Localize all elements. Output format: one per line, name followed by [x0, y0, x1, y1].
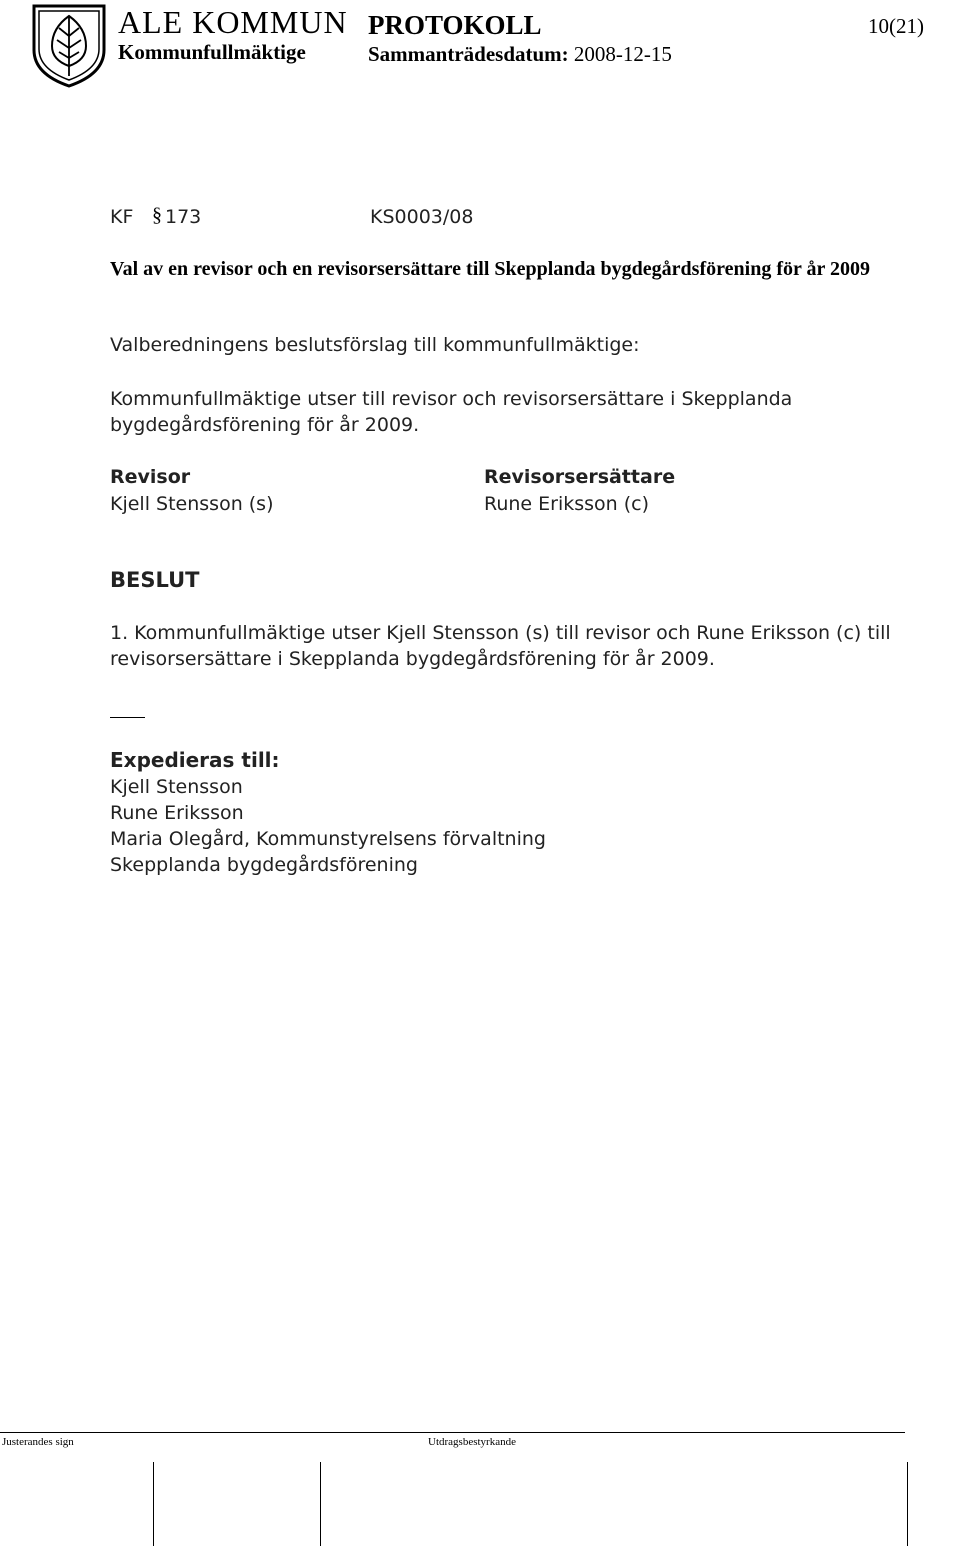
decision-heading: BESLUT: [110, 568, 200, 592]
organization-name: ALE KOMMUN: [118, 4, 348, 40]
signature-divider: [907, 1462, 908, 1546]
proposal-text: Kommunfullmäktige utser till revisor och revisorsersättare i Skepplanda bygdegårdsförening för år 2009.: [110, 388, 793, 436]
document-type: PROTOKOLL: [368, 10, 542, 40]
municipality-logo: [30, 2, 108, 88]
item-title: Val av en revisor och en revisorsersättare till Skepplanda bygdegårdsförening för år 2009: [110, 258, 871, 280]
revisor-value: Kjell Stensson (s): [110, 493, 274, 515]
revisorsersattare-header: Revisorsersättare: [484, 466, 676, 488]
revisorsersattare-value: Rune Eriksson (c): [484, 493, 650, 515]
recipient: Maria Olegård, Kommunstyrelsens förvaltning: [110, 828, 546, 850]
recipient: Kjell Stensson: [110, 776, 243, 798]
recipient: Rune Eriksson: [110, 802, 244, 824]
case-number: KS0003/08: [370, 206, 474, 228]
signature-divider: [153, 1462, 154, 1546]
footer-rule: [0, 1432, 905, 1433]
separator-line: [110, 717, 145, 718]
signature-divider: [320, 1462, 321, 1546]
kf-label: KF: [110, 206, 134, 228]
meeting-date-label: Sammanträdesdatum:: [368, 42, 569, 66]
distribution-label: Expedieras till:: [110, 748, 280, 772]
paragraph-mark: §: [152, 204, 162, 226]
distribution-list: [110, 774, 546, 878]
footer-utdragsbestyrkande: Utdragsbestyrkande: [428, 1436, 516, 1448]
organization-subtitle: Kommunfullmäktige: [118, 40, 306, 64]
revisor-column: [110, 464, 274, 518]
paragraph-number: 173: [165, 206, 202, 228]
meeting-date: [368, 44, 672, 65]
revisorsersattare-column: [484, 464, 675, 518]
footer-justerandes-sign: Justerandes sign: [2, 1436, 74, 1448]
revisor-header: Revisor: [110, 466, 191, 488]
meeting-date-value: 2008-12-15: [573, 42, 672, 66]
recipient: Skepplanda bygdegårdsförening: [110, 854, 418, 876]
proposal-label: Valberedningens beslutsförslag till kommunfullmäktige:: [110, 334, 640, 356]
page-number: 10(21): [868, 14, 924, 38]
decision-text: 1. Kommunfullmäktige utser Kjell Stensson (s) till revisor och Rune Eriksson (c) till revisorsersättare i Skepplanda bygdegårdsförening för år 2009.: [110, 622, 891, 670]
